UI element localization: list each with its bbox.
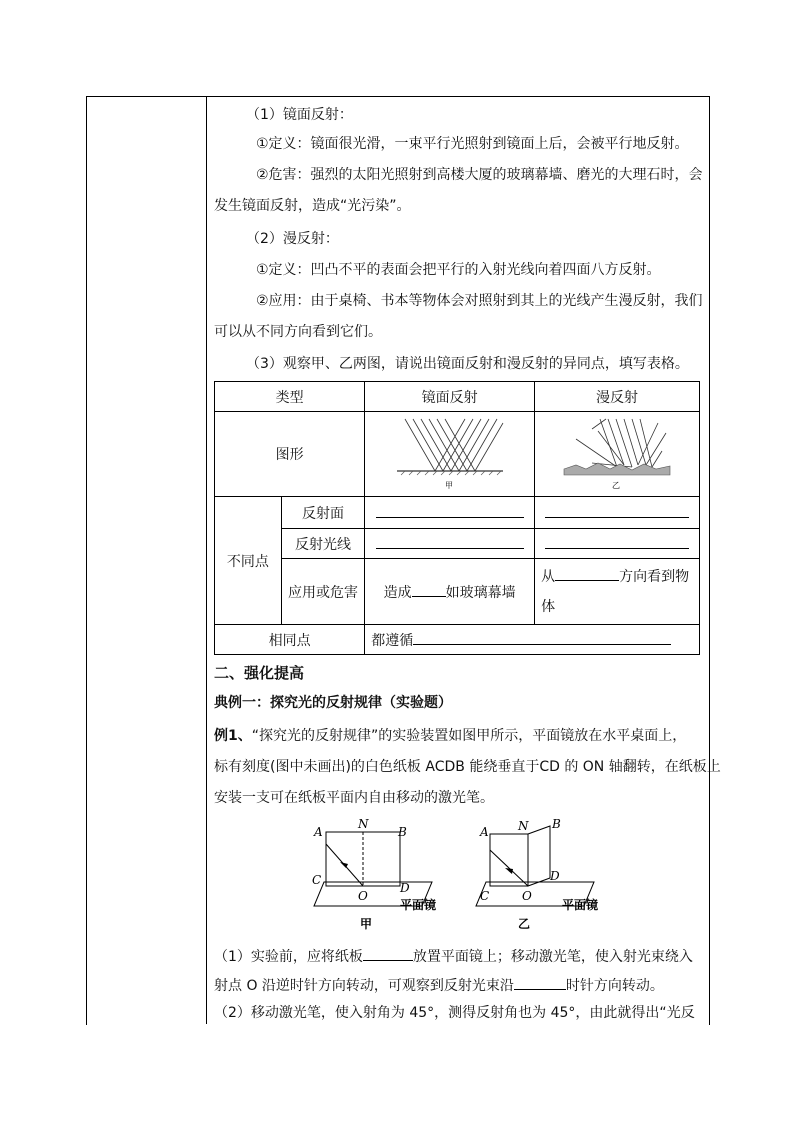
s1-harm-line1: ②危害：强烈的太阳光照射到高楼大厦的玻璃幕墙、磨光的大理石时，会 <box>256 167 703 183</box>
label-N-jia: N <box>358 817 369 831</box>
section2-title: 二、强化提高 <box>214 664 305 682</box>
diffuse-figure-cell <box>535 412 700 497</box>
row-use-label: 应用或危害 <box>281 559 365 625</box>
experiment-diagram <box>300 816 620 936</box>
rays-diffuse-blank[interactable] <box>535 529 700 559</box>
use-diffuse-pre: 从 <box>541 568 556 585</box>
same-blank[interactable] <box>413 630 671 645</box>
example1-text: “探究光的反射规律”的实验装置如图甲所示，平面镜放在水平桌面上， <box>251 728 687 744</box>
same-cell <box>365 625 700 655</box>
header-mirror: 镜面反射 <box>365 382 535 412</box>
table-row <box>215 559 700 625</box>
mirror-label-jia: 平面镜 <box>400 898 437 912</box>
same-pre: 都遵循 <box>371 632 414 649</box>
left-column <box>86 96 207 1024</box>
example1-line1 <box>214 727 686 745</box>
example1-line2: 标有刻度(图中未画出)的白色纸板 ACDB 能绕垂直于CD 的 ON 轴翻转，在纸板上 <box>214 759 721 775</box>
label-D-jia: D <box>400 881 410 895</box>
fig-yi-label: 乙 <box>612 481 621 490</box>
use-mirror-pre: 造成 <box>383 584 412 601</box>
use-diffuse-blank[interactable] <box>555 566 619 581</box>
diff-group-label: 不同点 <box>215 497 282 625</box>
s1-heading: （1）镜面反射： <box>246 107 353 123</box>
s2-app-line1: ②应用：由于桌椅、书本等物体会对照射到其上的光线产生漫反射，我们 <box>256 293 703 309</box>
label-B-jia: B <box>398 825 407 839</box>
example1-label: 例1、 <box>214 728 252 744</box>
row-figure-label: 图形 <box>215 412 365 497</box>
s3-heading: （3）观察甲、乙两图，请说出镜面反射和漫反射的异同点，填写表格。 <box>246 356 689 372</box>
label-N-yi: N <box>518 819 529 833</box>
label-O-jia: O <box>358 889 368 903</box>
s1-definition: ①定义：镜面很光滑，一束平行光照射到镜面上后，会被平行地反射。 <box>256 136 689 152</box>
use-diffuse-cell <box>535 559 700 625</box>
label-C-jia: C <box>312 873 322 887</box>
label-A-jia: A <box>314 825 323 839</box>
s2-app-line2: 可以从不同方向看到它们。 <box>214 324 382 340</box>
row-surface-label: 反射面 <box>281 497 365 529</box>
use-mirror-post: 如玻璃幕墙 <box>445 584 516 601</box>
label-B-yi: B <box>552 817 561 831</box>
s2-definition: ①定义：凹凸不平的表面会把平行的入射光线向着四面八方反射。 <box>256 262 661 278</box>
table-row <box>215 625 700 655</box>
q1-text-d: 时针方向转动。 <box>565 978 664 994</box>
rays-mirror-blank[interactable] <box>365 529 535 559</box>
header-type: 类型 <box>215 382 365 412</box>
table-row <box>215 529 700 559</box>
table-row <box>215 412 700 497</box>
use-diffuse-post: 方向看到物 <box>619 568 690 585</box>
caption-yi: 乙 <box>518 917 531 931</box>
fig-jia-label: 甲 <box>444 481 453 490</box>
label-A-yi: A <box>480 825 489 839</box>
diffuse-reflection-diagram <box>562 413 672 491</box>
use-mirror-cell <box>365 559 535 625</box>
mirror-reflection-diagram <box>395 413 505 491</box>
q1-line1 <box>214 946 693 966</box>
q1-line2 <box>214 975 664 995</box>
use-mirror-blank[interactable] <box>412 582 446 597</box>
surface-diffuse-blank[interactable] <box>535 497 700 529</box>
example-title: 典例一：探究光的反射规律（实验题） <box>214 695 452 711</box>
row-rays-label: 反射光线 <box>281 529 365 559</box>
label-C-yi: C <box>480 889 490 903</box>
q1-blank1[interactable] <box>363 946 413 961</box>
label-O-yi: O <box>522 889 532 903</box>
q1-text-a: （1）实验前，应将纸板 <box>214 949 363 965</box>
table-row <box>215 382 700 412</box>
q1-blank2[interactable] <box>514 975 566 990</box>
q1-text-b: 放置平面镜上；移动激光笔，使入射光束绕入 <box>412 949 693 965</box>
row-same-label: 相同点 <box>215 625 365 655</box>
label-D-yi: D <box>550 869 560 883</box>
comparison-table <box>214 381 700 655</box>
caption-jia: 甲 <box>360 917 373 931</box>
header-diffuse: 漫反射 <box>535 382 700 412</box>
surface-mirror-blank[interactable] <box>365 497 535 529</box>
use-diffuse-cont: 体 <box>541 598 556 615</box>
example1-line3: 安装一支可在纸板平面内自由移动的激光笔。 <box>214 790 494 806</box>
s1-harm-line2: 发生镜面反射，造成“光污染”。 <box>214 198 411 214</box>
q1-text-c: 射点 O 沿逆时针方向转动，可观察到反射光束沿 <box>214 978 514 994</box>
table-row <box>215 497 700 529</box>
q2-line1: （2）移动激光笔，使入射角为 45°，测得反射角也为 45°，由此就得出“光反 <box>214 1005 695 1021</box>
mirror-figure-cell <box>365 412 535 497</box>
s2-heading: （2）漫反射： <box>246 231 339 247</box>
mirror-label-yi: 平面镜 <box>562 898 599 912</box>
